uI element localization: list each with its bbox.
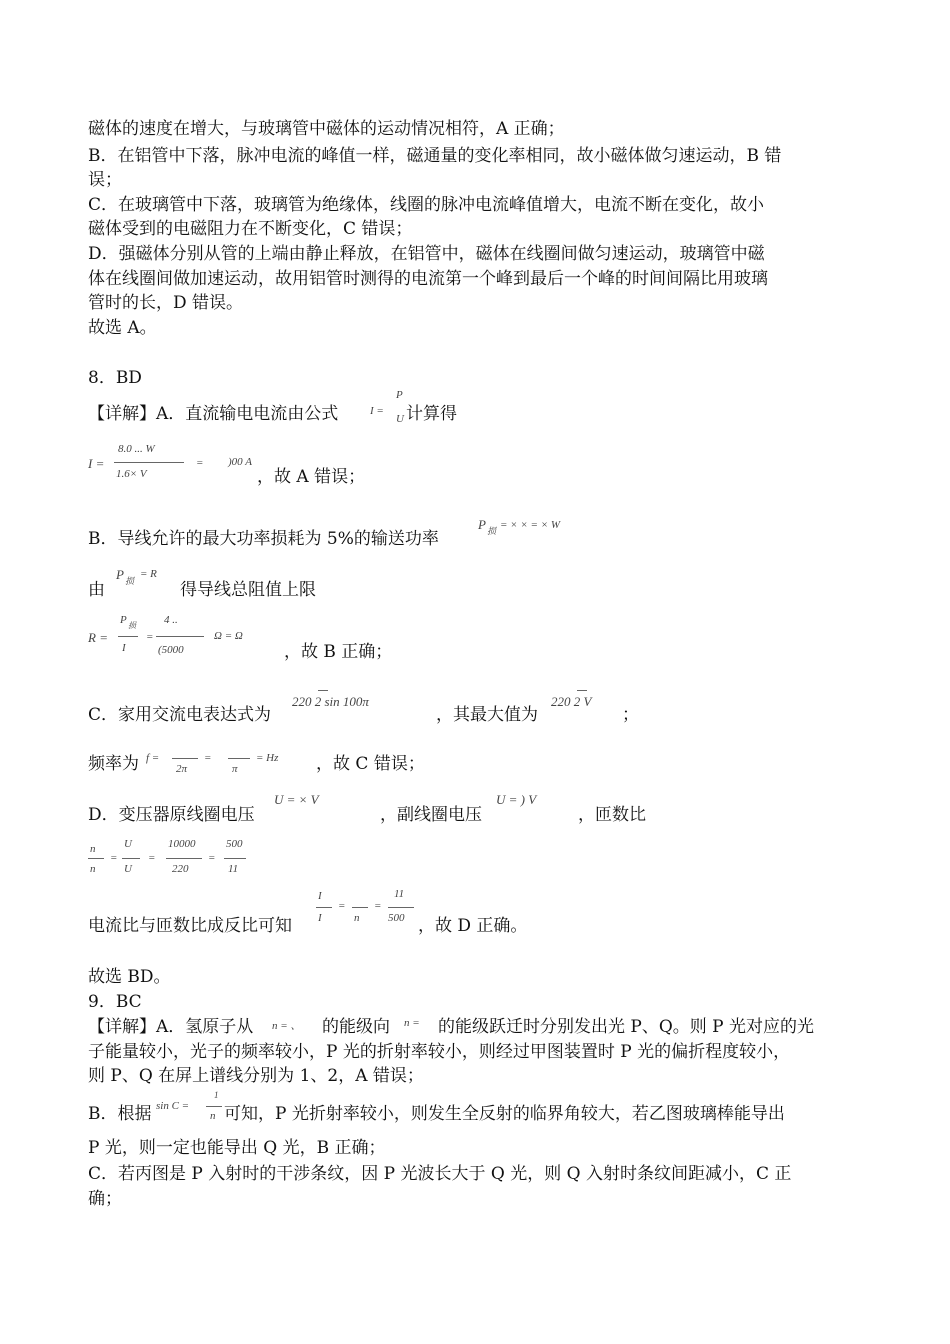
text-line: 故选 BD。 (88, 967, 171, 987)
text-line: 误； (88, 170, 122, 190)
text-line: 确； (88, 1189, 122, 1209)
text-line: C．若丙图是 P 入射时的干涉条纹，因 P 光波长大于 Q 光，则 Q 入射时条纹间距减小，C 正 (88, 1164, 792, 1184)
text-line: 电流比与匝数比成反比可知 (88, 916, 292, 936)
text-line: ，故 A 错误； (257, 467, 366, 487)
text-line: 磁体的速度在增大，与玻璃管中磁体的运动情况相符，A 正确； (88, 119, 565, 139)
question-number: 8．BD (88, 368, 142, 388)
text-line: ； (622, 705, 639, 725)
text-line: D．变压器原线圈电压 (88, 805, 255, 825)
text-line: C．在玻璃管中下落，玻璃管为绝缘体，线圈的脉冲电流峰值增大，电流不断在变化，故小 (88, 195, 765, 215)
text-line: 【详解】A．氢原子从 (88, 1017, 254, 1037)
text-line: B．在铝管中下落，脉冲电流的峰值一样，磁通量的变化率相同，故小磁体做匀速运动，B 错 (88, 146, 782, 166)
text-line: ，故 C 错误； (316, 754, 425, 774)
text-line: 频率为 (88, 754, 139, 774)
text-line: ，故 D 正确。 (418, 916, 528, 936)
text-line: ，副线圈电压 (380, 805, 482, 825)
text-line: 的能级向 (322, 1017, 390, 1037)
text-line: 则 P、Q 在屏上谱线分别为 1、2，A 错误； (88, 1066, 424, 1086)
text-line: B．导线允许的最大功率损耗为 5%的输送功率 (88, 529, 439, 549)
text-line: 可知，P 光折射率较小，则发生全反射的临界角较大，若乙图玻璃棒能导出 (224, 1104, 785, 1124)
text-line: D．强磁体分别从管的上端由静止释放，在铝管中，磁体在线圈间做匀速运动，玻璃管中磁 (88, 244, 765, 264)
text-line: 计算得 (406, 404, 457, 424)
text-line: ，故 B 正确； (284, 642, 393, 662)
text-line: 得导线总阻值上限 (180, 580, 316, 600)
text-line: 故选 A。 (88, 318, 157, 338)
text-line: ，匝数比 (578, 805, 646, 825)
text-line: 的能级跃迁时分别发出光 P、Q。则 P 光对应的光 (438, 1017, 815, 1037)
text-line: 由 (88, 580, 105, 600)
text-line: 【详解】A．直流输电电流由公式 (88, 404, 339, 424)
text-line: 子能量较小，光子的频率较小，P 光的折射率较小，则经过甲图装置时 P 光的偏折程度较小， (88, 1042, 791, 1062)
text-line: B．根据 (88, 1104, 152, 1124)
text-line: 磁体受到的电磁阻力在不断变化，C 错误； (88, 219, 413, 239)
text-line: P 光，则一定也能导出 Q 光，B 正确； (88, 1138, 386, 1158)
text-line: 管时的长，D 错误。 (88, 293, 244, 313)
text-line: C．家用交流电表达式为 (88, 705, 272, 725)
text-line: ，其最大值为 (436, 705, 538, 725)
question-number: 9．BC (88, 992, 142, 1012)
text-line: 体在线圈间做加速运动，故用铝管时测得的电流第一个峰到最后一个峰的时间间隔比用玻璃 (88, 269, 768, 289)
